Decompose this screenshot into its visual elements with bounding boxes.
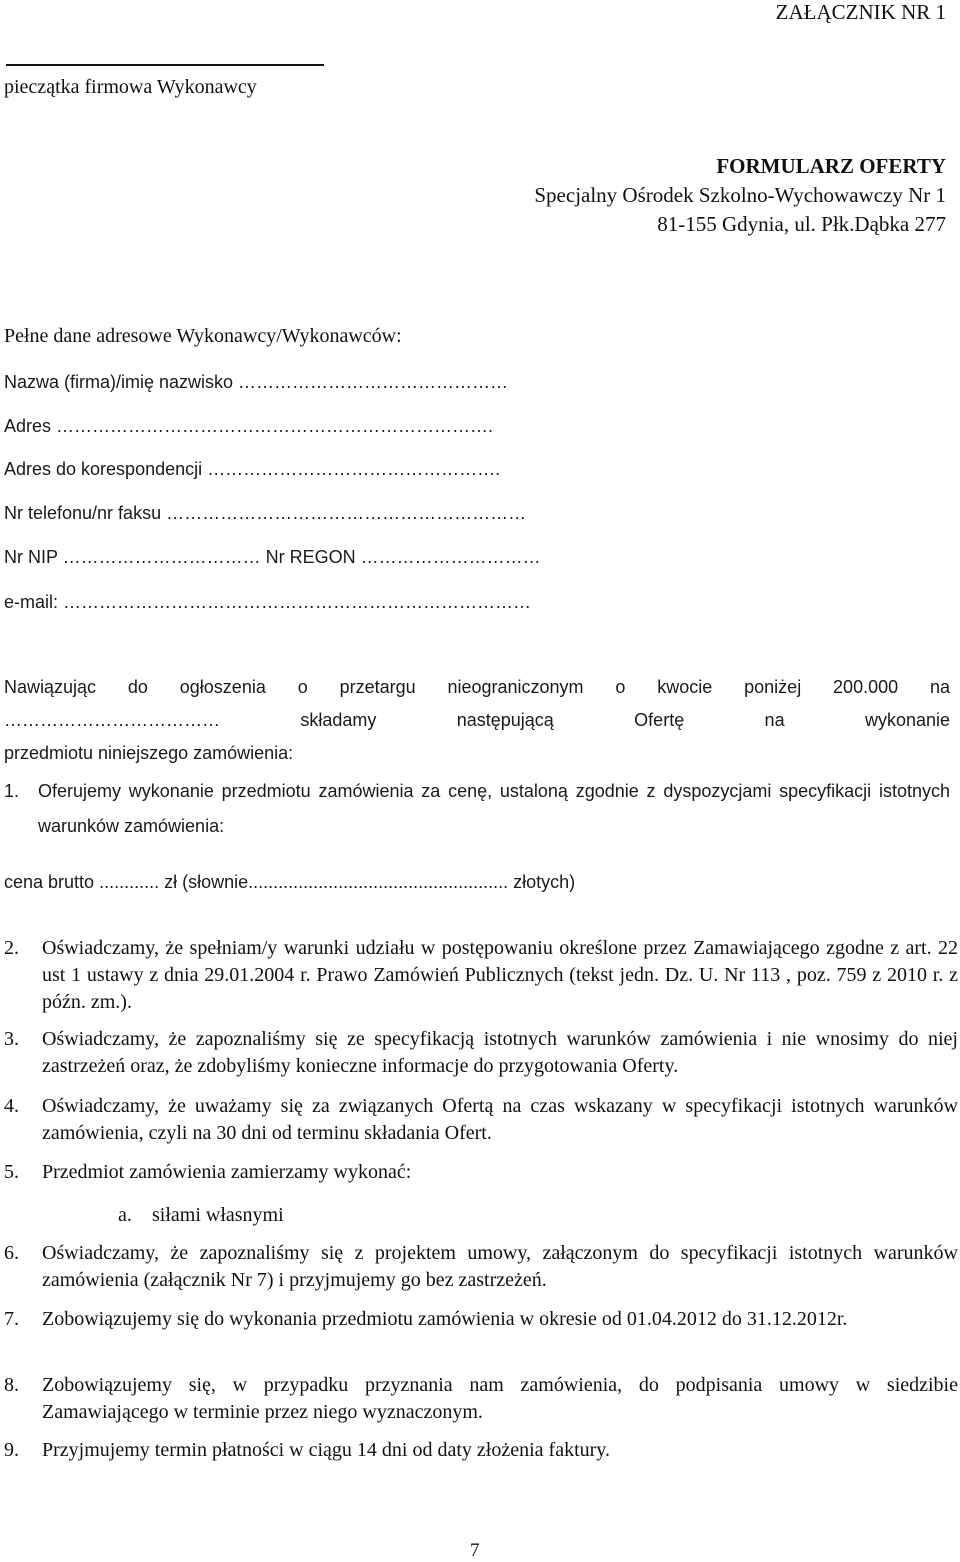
point-text: Przyjmujemy termin płatności w ciągu 14 dni od daty złożenia faktury. [42,1439,610,1461]
point-text: Zobowiązujemy się, w przypadku przyznania nam zamówienia, do podpisania umowy w siedzibie Zamawiającego w terminie przez niego wyznaczonym. [42,1374,958,1423]
email-field: e-mail: …………………………………………………………………… [4,592,532,612]
point-5 [4,1159,958,1186]
form-title: FORMULARZ OFERTY [716,154,946,178]
intro-line-3: przedmiotu niniejszego zamówienia: [4,743,294,763]
point-text: Oświadczamy, że zapoznaliśmy się ze specyfikacją istotnych warunków zamówienia i nie wnosimy do niej zastrzeżeń oraz, że zdobyliśmy konieczne informacje do przygotowania Oferty. [42,1028,958,1077]
point-number: 4. [4,1095,19,1117]
point-8 [4,1372,958,1426]
page-number: 7 [470,1540,480,1561]
correspondence-address-field: Adres do korespondencji …………………………………………. [4,459,501,479]
point-text: Przedmiot zamówienia zamierzamy wykonać: [42,1161,412,1183]
subpoint-text: siłami własnymi [152,1204,284,1226]
point-6 [4,1240,958,1294]
nip-regon-field: Nr NIP …………………………… Nr REGON ………………………… [4,547,541,567]
institution-name: Specjalny Ośrodek Szkolno-Wychowawczy Nr 1 [534,183,946,207]
intro-line-2: ……………………………… składamy następującą Ofertę na wykonanie [4,710,950,730]
point-number: 8. [4,1374,19,1396]
stamp-label: pieczątka firmowa Wykonawcy [4,76,257,98]
attachment-label: ZAŁĄCZNIK NR 1 [775,0,946,24]
contractor-address-field: Adres ………………………………………………………………. [4,416,494,436]
point-text: Oświadczamy, że uważamy się za związanych Ofertą na czas wskazany w specyfikacji istotnych warunków zamówienia, czyli na 30 dni od terminu składania Ofert. [42,1095,958,1144]
point-number: 3. [4,1028,19,1050]
point-number: 6. [4,1242,19,1264]
point-number: 7. [4,1308,19,1330]
point-text: Oświadczamy, że spełniam/y warunki udziału w postępowaniu określone przez Zamawiającego zgodne z art. 22 ust 1 ustawy z dnia 29.01.2004 r. Prawo Zamówień Publicznych (tekst jedn. Dz. U. Nr 113 , poz. 759 z 2010 r. z późn. zm.). [42,937,958,1013]
point-number: 1. [4,781,20,801]
point-7 [4,1306,958,1333]
point-4 [4,1093,958,1147]
point-number: 9. [4,1439,19,1461]
point-1 [4,774,950,844]
intro-line-1: Nawiązując do ogłoszenia o przetargu nieograniczonym o kwocie poniżej 200.000 na [4,677,950,697]
contractor-heading: Pełne dane adresowe Wykonawcy/Wykonawców: [4,325,402,347]
gross-price-line: cena brutto ............ zł (słownie.................................................... złotych) [4,872,576,892]
point-9 [4,1437,958,1464]
point-number: 2. [4,937,19,959]
point-text: Zobowiązujemy się do wykonania przedmiotu zamówienia w okresie od 01.04.2012 do 31.12.2012r. [42,1308,848,1330]
institution-address: 81-155 Gdynia, ul. Płk.Dąbka 277 [657,212,946,236]
point-3 [4,1026,958,1080]
subpoint-letter: a. [118,1204,132,1226]
point-2 [4,935,958,1016]
subpoint-5a [118,1202,284,1229]
phone-fax-field: Nr telefonu/nr faksu …………………………………………………… [4,503,527,523]
contractor-name-field: Nazwa (firma)/imię nazwisko ……………………………………… [4,372,509,392]
stamp-signature-line [6,64,324,66]
point-number: 5. [4,1161,19,1183]
point-text: Oświadczamy, że zapoznaliśmy się z projektem umowy, załączonym do specyfikacji istotnych warunków zamówienia (załącznik Nr 7) i przyjmujemy go bez zastrzeżeń. [42,1242,958,1291]
point-text: Oferujemy wykonanie przedmiotu zamówienia za cenę, ustaloną zgodnie z dyspozycjami specyfikacji istotnych warunków zamówienia: [38,781,950,836]
